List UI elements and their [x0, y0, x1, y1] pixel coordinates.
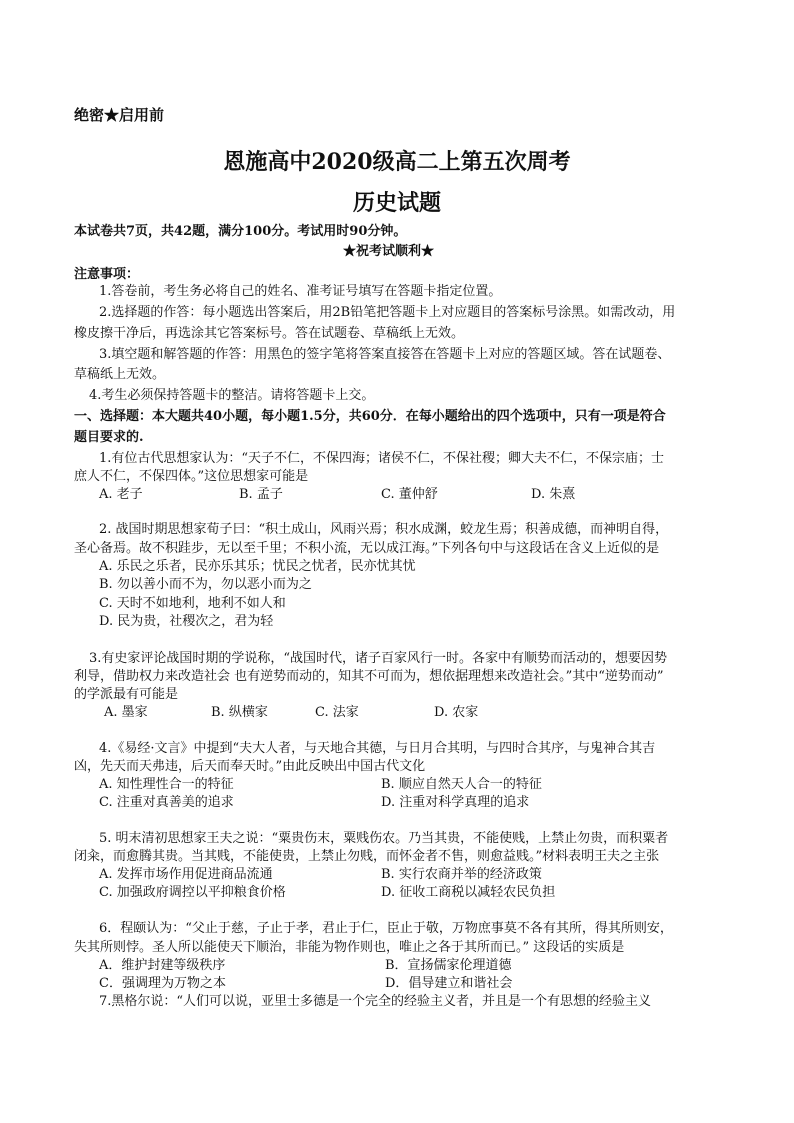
exam-title: 恩施高中2020级高二上第五次周考 — [223, 149, 571, 175]
question-2-line-2: 圣心备焉。故不积跬步，无以至千里；不积小流，无以成江海。”下列各句中与这段话在含义上近似的是 — [74, 541, 660, 556]
question-6-option-b: B．宣扬儒家伦理道德 — [385, 958, 512, 973]
question-4-option-a: A. 知性理性合一的特征 — [99, 777, 234, 792]
exam-info: 本试卷共7页，共42题，满分100分。考试用时90分钟。 — [74, 224, 407, 239]
question-5-line-1: 5. 明末清初思想家王夫之说：“粟贵伤末，粟贱伤农。乃当其贵，不能使贱，上禁止勿贵，而积粟者 — [99, 831, 669, 846]
note-item-4: 4.考生必须保持答题卡的整洁。请将答题卡上交。 — [89, 388, 375, 403]
question-3-line-1: 3.有史家评论战国时期的学说称，“战国时代，诸子百家风行一时。各家中有顺势而活动的，想要因势 — [89, 651, 668, 666]
question-4-option-c: C. 注重对真善美的追求 — [99, 795, 234, 810]
question-1-option-d: D. 朱熹 — [531, 487, 576, 502]
question-5-option-a: A. 发挥市场作用促进商品流通 — [99, 867, 273, 882]
question-6-option-d: D．倡导建立和谐社会 — [385, 976, 513, 991]
question-7-line-1: 7.黑格尔说：“人们可以说，亚里士多德是一个完全的经验主义者，并且是一个有思想的经验主义 — [99, 994, 652, 1009]
note-item-2-line-2: 橡皮擦干净后，再选涂其它答案标号。答在试题卷、草稿纸上无效。 — [74, 326, 465, 341]
question-1-option-a: A. 老子 — [99, 487, 143, 502]
question-5-line-2: 闭籴，而愈腾其贵。当其贱，不能使贵，上禁止勿贱，而怀金者不售，则愈益贱。”材料表明王夫之主张 — [74, 849, 660, 864]
note-item-3-line-2: 草稿纸上无效。 — [74, 367, 166, 382]
question-6-line-2: 失其所则悖。圣人所以能使天下顺治，非能为物作则也，唯止之各于其所而已。” 这段话的实质是 — [74, 940, 625, 955]
section-heading-line-1: 一、选择题：本大题共40小题，每小题1.5分，共60分．在每小题给出的四个选项中，只有一项是符合 — [74, 409, 666, 424]
question-5-option-b: B. 实行农商并举的经济政策 — [381, 867, 542, 882]
question-5-option-c: C. 加强政府调控以平抑粮食价格 — [99, 885, 286, 900]
question-2-option-a: A. 乐民之乐者，民亦乐其乐；忧民之忧者，民亦忧其忧 — [99, 559, 416, 574]
question-2-option-b: B. 勿以善小而不为，勿以恶小而为之 — [99, 577, 312, 592]
question-4-line-1: 4.《易经·文言》中提到“夫大人者，与天地合其德，与日月合其明，与四时合其序，与鬼神合其吉 — [99, 741, 656, 756]
question-3-option-a: A. 墨家 — [104, 705, 148, 720]
section-heading-line-2: 题目要求的. — [74, 430, 144, 445]
question-4-line-2: 凶，先天而天弗违，后天而奉天时。”由此反映出中国古代文化 — [74, 759, 426, 774]
question-3-option-b: B. 纵横家 — [211, 705, 268, 720]
question-1-option-b: B. 孟子 — [239, 487, 283, 502]
question-6-line-1: 6．程颐认为：“父止于慈，子止于孝，君止于仁，臣止于敬，万物庶事莫不各有其所，得其所则安， — [99, 921, 673, 936]
question-5-option-d: D. 征收工商税以减轻农民负担 — [381, 885, 556, 900]
question-3-line-3: 的学派最有可能是 — [74, 687, 179, 702]
good-luck-text: ★祝考试顺利★ — [343, 244, 435, 259]
confidential-label: 绝密★启用前 — [74, 106, 165, 124]
question-3-option-d: D. 农家 — [434, 705, 479, 720]
question-1-line-1: 1.有位古代思想家认为：“天子不仁，不保四海；诸侯不仁，不保社稷；卿大夫不仁，不保宗庙；士 — [99, 451, 665, 466]
note-item-2-line-1: 2.选择题的作答：每小题选出答案后，用2B铅笔把答题卡上对应题目的答案标号涂黑。如需改动，用 — [99, 305, 676, 320]
question-1-option-c: C. 董仲舒 — [381, 487, 438, 502]
question-2-option-c: C. 天时不如地利，地利不如人和 — [99, 596, 286, 611]
note-item-3-line-1: 3.填空题和解答题的作答：用黑色的签字笔将答案直接答在答题卡上对应的答题区域。答在试题卷、 — [99, 347, 671, 362]
notes-heading: 注意事项： — [74, 267, 140, 282]
question-3-option-c: C. 法家 — [315, 705, 359, 720]
question-2-line-1: 2. 战国时期思想家荀子曰：“积土成山，风雨兴焉；积水成渊，蛟龙生焉；积善成德，而神明自得， — [99, 522, 669, 537]
question-6-option-c: C．强调理为万物之本 — [99, 976, 226, 991]
question-1-line-2: 庶人不仁，不保四体。”这位思想家可能是 — [74, 469, 309, 484]
question-6-option-a: A．维护封建等级秩序 — [99, 958, 226, 973]
question-4-option-d: D. 注重对科学真理的追求 — [381, 795, 530, 810]
question-2-option-d: D. 民为贵，社稷次之，君为轻 — [99, 614, 274, 629]
question-4-option-b: B. 顺应自然天人合一的特征 — [381, 777, 542, 792]
question-3-line-2: 利导，借助权力来改造社会 也有逆势而动的，知其不可而为，想依据理想来改造社会。”其中“逆势而动” — [74, 669, 664, 684]
note-item-1: 1.答卷前，考生务必将自己的姓名、准考证号填写在答题卡指定位置。 — [99, 284, 502, 299]
exam-subtitle: 历史试题 — [352, 190, 441, 216]
